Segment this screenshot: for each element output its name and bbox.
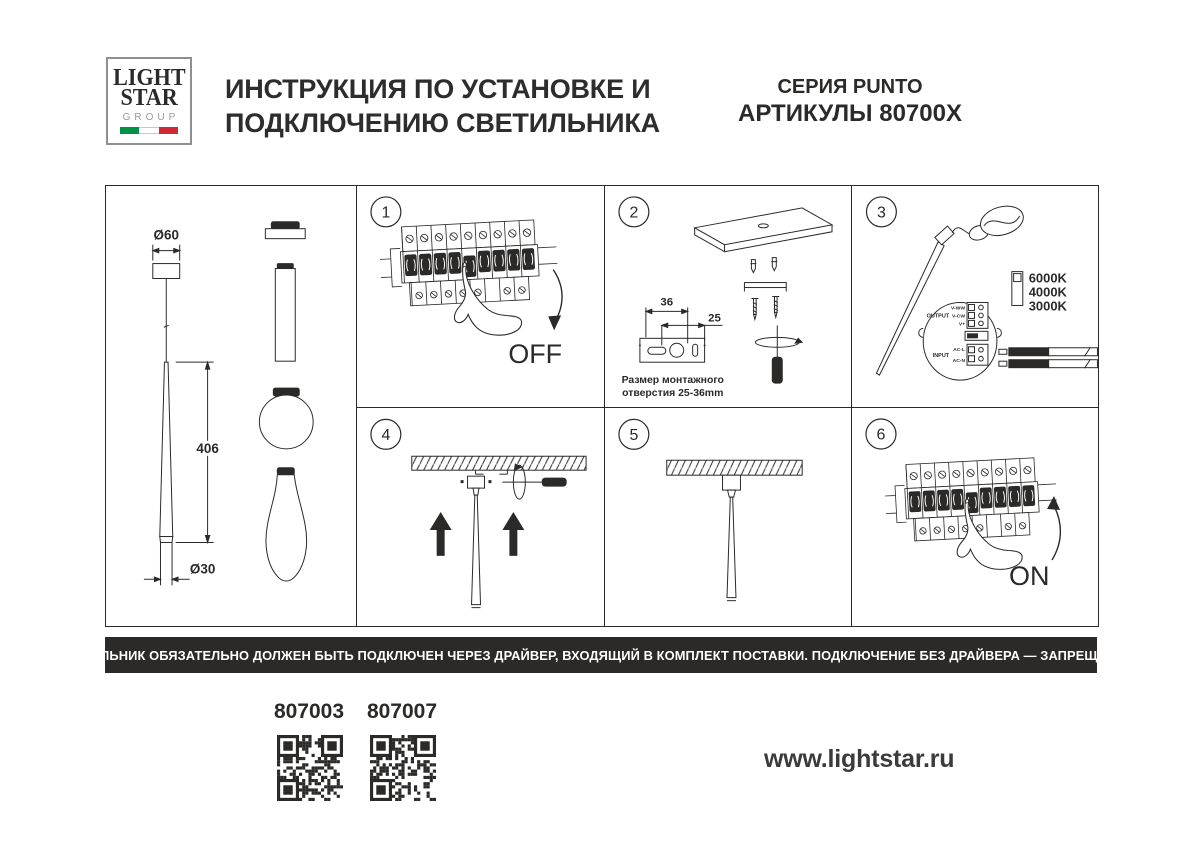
driver-terminals (965, 302, 988, 365)
step4-drawing (357, 408, 604, 626)
flag-red (159, 127, 178, 134)
step-number-4: 4 (381, 426, 391, 444)
series-title: СЕРИЯ PUNTO (777, 76, 923, 98)
step5-drawing (605, 408, 851, 626)
breaker-diagram (884, 457, 1061, 576)
step-panel-4 (357, 408, 605, 626)
terminal-v-plus: V+ (958, 322, 966, 328)
warning-banner (55, 637, 1147, 673)
screw-icon (751, 298, 758, 319)
step-panel-5 (605, 408, 852, 626)
temp-option-6000k: 6000K (1028, 270, 1067, 286)
articles-title: АРТИКУЛЫ 80700X (738, 100, 962, 127)
page-title-line2: ПОДКЛЮЧЕНИЮ СВЕТИЛЬНИКА (225, 108, 660, 138)
warning-banner-text: СВЕТИЛЬНИК ОБЯЗАТЕЛЬНО ДОЛЖЕН БЫТЬ ПОДКЛЮЧЕН ЧЕРЕЗ ДРАЙВЕР, ВХОДЯЩИЙ В КОМПЛЕКТ ПОСТАВКИ. ПОДКЛЮЧЕНИЕ БЕЗ ДРАЙВЕРА — ЗАПРЕЩАЕТСЯ! (55, 647, 1147, 663)
dim-36-label: 36 (660, 296, 674, 309)
brand-logo (106, 57, 192, 145)
dim-25-label: 25 (708, 312, 721, 325)
article-number-2: 807007 (366, 700, 438, 723)
pendant-drawing (667, 460, 802, 600)
step3-drawing (852, 186, 1098, 407)
step-number-3: 3 (876, 204, 886, 222)
mounting-caption-line2: отверстия 25-36mm (622, 388, 724, 400)
dim-bottom-label: Ø30 (189, 561, 216, 577)
temp-option-3000k: 3000K (1028, 298, 1067, 314)
terminal-v-cw: V-CW (952, 314, 966, 320)
step1-drawing (357, 186, 604, 407)
logo-word-light: LIGHT (112, 65, 186, 91)
screw-icon (772, 297, 779, 318)
input-label: INPUT (932, 353, 950, 360)
arrow-down-head (548, 315, 561, 330)
page-title (225, 72, 660, 140)
diagram-grid (105, 185, 1099, 627)
qr-code-1 (277, 735, 343, 801)
flag-white (139, 127, 158, 134)
step-number-2: 2 (629, 204, 639, 222)
step-number-5: 5 (629, 426, 639, 444)
shade-drop (266, 468, 307, 581)
qr-code-2 (370, 735, 436, 801)
step-number-1: 1 (381, 204, 391, 222)
product-panel (106, 186, 357, 626)
temp-option-4000k: 4000K (1028, 284, 1067, 300)
arrow-down-icon (553, 270, 562, 322)
breaker-diagram (378, 219, 561, 341)
temp-selector (1012, 272, 1023, 306)
product-drawing (106, 186, 356, 626)
dim-length-label: 406 (196, 440, 219, 456)
italian-flag-icon (120, 127, 178, 134)
up-arrow-icon (502, 512, 524, 556)
terminal-ac-l: AC-L (953, 348, 966, 354)
mounting-caption-line1: Размер монтажного (621, 375, 724, 387)
arrow-up-icon (1052, 504, 1060, 560)
step-panel-2 (605, 186, 852, 408)
step-number-6: 6 (876, 426, 886, 444)
screwdriver-icon (755, 325, 802, 383)
terminal-v-ww: V-WW (950, 306, 966, 312)
up-arrow-icon (430, 512, 452, 556)
shade-sphere (259, 388, 313, 449)
step6-drawing (852, 408, 1098, 626)
wire-blue-label: Blue line-N (1010, 362, 1036, 368)
output-label: OUTPUT (926, 313, 950, 320)
off-label: OFF (508, 339, 563, 370)
logo-word-star: STAR (120, 85, 178, 111)
arrow-up-head (1047, 496, 1060, 510)
terminal-ac-n: AC-N (952, 359, 966, 365)
step2-drawing (605, 186, 851, 407)
flag-green (120, 127, 139, 134)
step-panel-3 (852, 186, 1098, 408)
on-label: ON (1009, 561, 1050, 591)
shade-cylinder (275, 264, 295, 362)
step-panel-1 (357, 186, 605, 408)
website-url: www.lightstar.ru (764, 745, 955, 773)
wire-brown-label: Brown line-L (1010, 350, 1039, 356)
article-number-1: 807003 (273, 700, 345, 723)
logo-word-group: GROUP (122, 112, 180, 123)
dim-top-label: Ø60 (153, 227, 179, 243)
ceiling-drawing (412, 456, 586, 607)
step-panel-6 (852, 408, 1098, 626)
shade-disc (265, 222, 305, 239)
page-title-line1: ИНСТРУКЦИЯ ПО УСТАНОВКЕ И (225, 74, 651, 104)
